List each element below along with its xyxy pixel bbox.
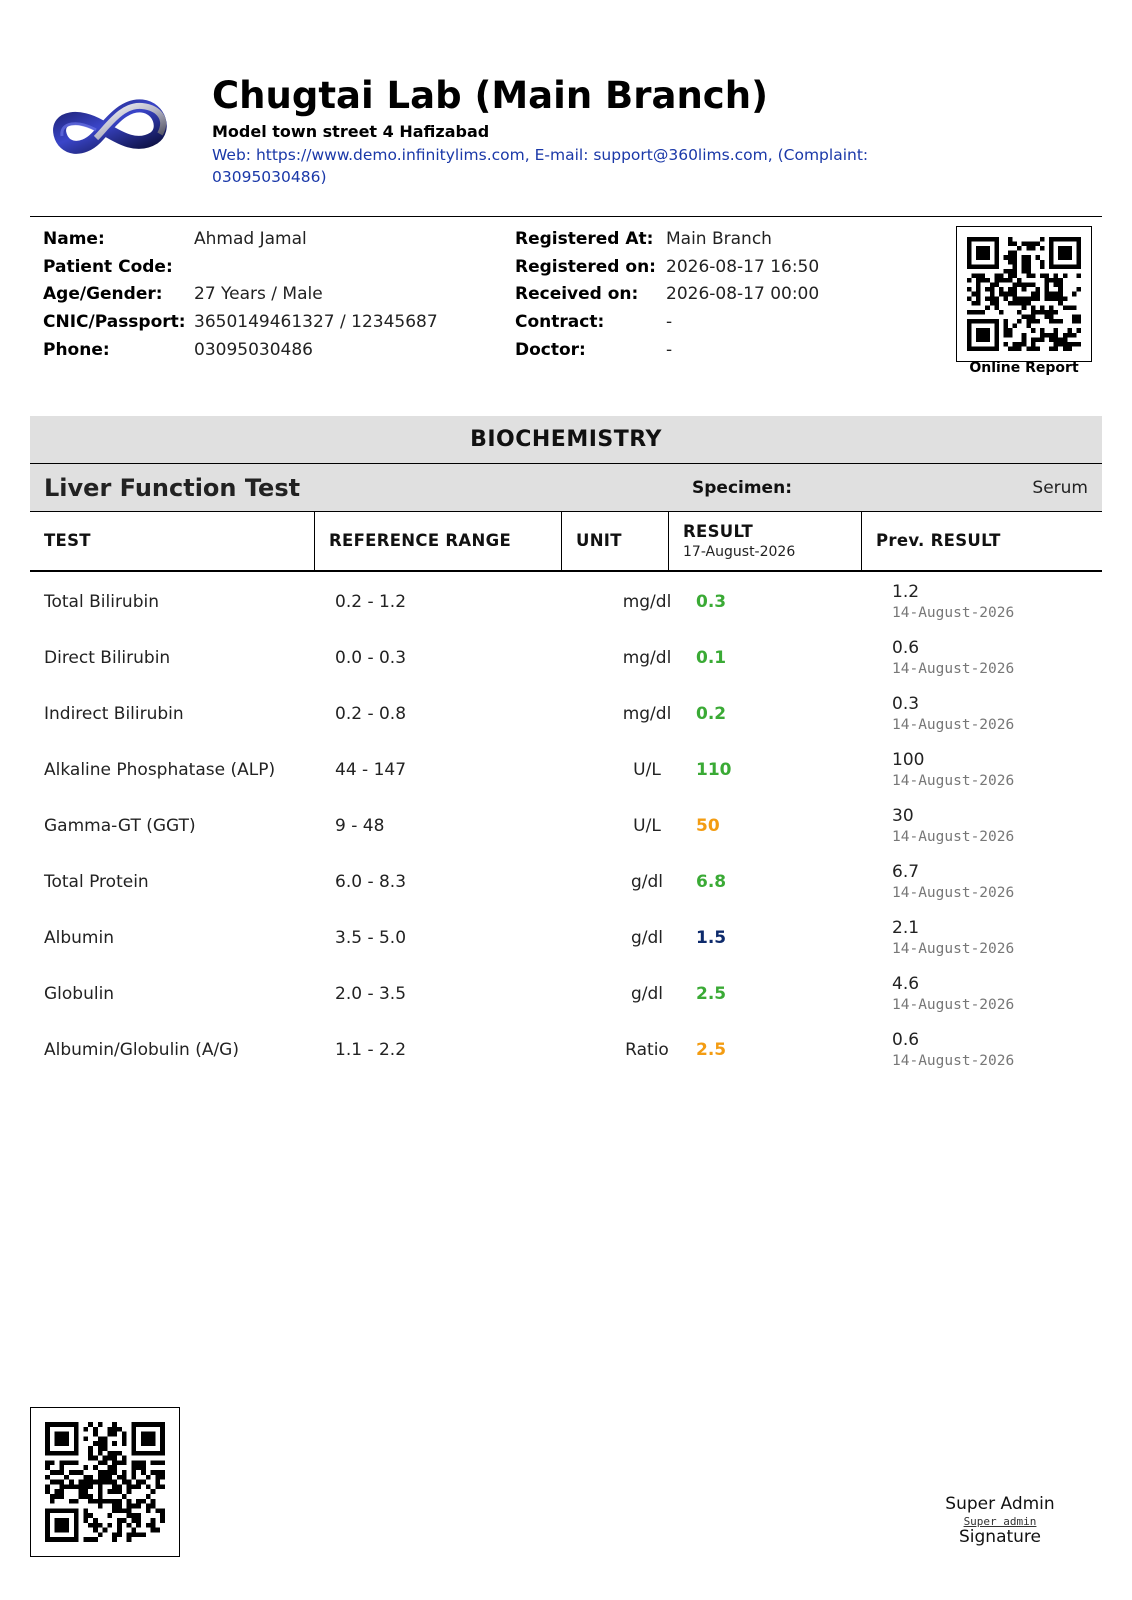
specimen-label: Specimen: bbox=[692, 478, 792, 498]
col-result-date: 17-August-2026 bbox=[683, 544, 796, 560]
unit-cell: mg/dl bbox=[622, 704, 672, 724]
info-value: - bbox=[666, 312, 673, 333]
results-table-header bbox=[30, 512, 1102, 572]
department-title: BIOCHEMISTRY bbox=[30, 416, 1102, 464]
reference-range-cell: 0.2 - 1.2 bbox=[335, 592, 407, 612]
test-name-cell: Alkaline Phosphatase (ALP) bbox=[44, 760, 276, 780]
lab-address: Model town street 4 Hafizabad bbox=[212, 122, 490, 141]
prev-result-date: 14-August-2026 bbox=[892, 997, 1015, 1013]
results-table-body bbox=[30, 574, 1102, 1078]
prev-result-date: 14-August-2026 bbox=[892, 717, 1015, 733]
info-label: Patient Code: bbox=[43, 256, 173, 277]
prev-result-cell: 1.2 bbox=[892, 582, 920, 602]
reference-range-cell: 3.5 - 5.0 bbox=[335, 928, 407, 948]
col-result-label: RESULT bbox=[683, 522, 754, 541]
reference-range-cell: 44 - 147 bbox=[335, 760, 407, 780]
result-cell: 0.2 bbox=[696, 704, 727, 724]
info-label: CNIC/Passport: bbox=[43, 312, 186, 333]
test-name-cell: Total Bilirubin bbox=[44, 592, 159, 612]
qr-code-verification[interactable] bbox=[30, 1407, 180, 1557]
patient-info-row bbox=[43, 225, 523, 253]
prev-result-date: 14-August-2026 bbox=[892, 829, 1015, 845]
col-test bbox=[30, 512, 314, 570]
patient-info-left bbox=[43, 225, 523, 365]
test-name-cell: Total Protein bbox=[44, 872, 149, 892]
info-label: Received on: bbox=[515, 284, 639, 305]
col-unit bbox=[561, 512, 668, 570]
patient-info-row bbox=[515, 308, 935, 336]
patient-info-row bbox=[43, 280, 523, 308]
unit-cell: mg/dl bbox=[622, 648, 672, 668]
info-label: Registered At: bbox=[515, 229, 654, 249]
table-row bbox=[30, 854, 1102, 910]
reference-range-cell: 0.0 - 0.3 bbox=[335, 648, 407, 668]
info-label: Contract: bbox=[515, 312, 605, 333]
reference-range-cell: 0.2 - 0.8 bbox=[335, 704, 407, 724]
info-label: Doctor: bbox=[515, 339, 586, 360]
info-label: Phone: bbox=[43, 339, 110, 360]
table-row bbox=[30, 1022, 1102, 1078]
col-range bbox=[314, 512, 561, 570]
patient-info-row bbox=[43, 253, 523, 281]
table-row bbox=[30, 966, 1102, 1022]
signature-label: Signature bbox=[958, 1527, 1041, 1547]
info-value: 2026-08-17 16:50 bbox=[666, 256, 820, 277]
test-name-cell: Indirect Bilirubin bbox=[44, 704, 184, 724]
table-row bbox=[30, 574, 1102, 630]
prev-result-date: 14-August-2026 bbox=[892, 885, 1015, 901]
patient-info-right bbox=[515, 225, 935, 365]
patient-info-row bbox=[515, 225, 935, 253]
signer-name: Super Admin bbox=[945, 1494, 1055, 1514]
prev-result-cell: 30 bbox=[892, 806, 914, 826]
info-value: - bbox=[666, 339, 673, 360]
qr-code-icon bbox=[45, 1422, 165, 1542]
patient-info-row bbox=[515, 336, 935, 364]
unit-cell: g/dl bbox=[630, 872, 664, 892]
test-name-cell: Albumin/Globulin (A/G) bbox=[44, 1040, 239, 1060]
signer-username: Super admin bbox=[963, 1515, 1037, 1528]
table-row bbox=[30, 630, 1102, 686]
patient-info-row bbox=[515, 280, 935, 308]
prev-result-cell: 6.7 bbox=[892, 862, 920, 882]
prev-result-date: 14-August-2026 bbox=[892, 773, 1015, 789]
lab-logo bbox=[52, 86, 177, 164]
result-cell: 1.5 bbox=[696, 928, 727, 948]
header-divider bbox=[30, 216, 1102, 217]
prev-result-cell: 0.6 bbox=[892, 1030, 920, 1050]
unit-cell: U/L bbox=[633, 816, 661, 836]
col-test-label: TEST bbox=[44, 531, 91, 550]
reference-range-cell: 6.0 - 8.3 bbox=[335, 872, 407, 892]
unit-cell: g/dl bbox=[630, 928, 664, 948]
test-name-cell: Gamma-GT (GGT) bbox=[44, 816, 196, 836]
unit-cell: Ratio bbox=[625, 1040, 669, 1060]
lab-contact-line[interactable]: Web: https://www.demo.infinitylims.com, E-mail: support@360lims.com, (Complaint: 03095030486) bbox=[212, 146, 869, 186]
col-unit-label: UNIT bbox=[576, 531, 622, 550]
table-row bbox=[30, 686, 1102, 742]
qr-code-icon bbox=[967, 237, 1081, 351]
specimen-value: Serum bbox=[1032, 478, 1088, 498]
prev-result-date: 14-August-2026 bbox=[892, 941, 1015, 957]
info-value: 3650149461327 / 12345687 bbox=[194, 312, 438, 333]
table-row bbox=[30, 742, 1102, 798]
lab-name: Chugtai Lab (Main Branch) bbox=[212, 74, 768, 117]
table-row bbox=[30, 910, 1102, 966]
col-prev-label: Prev. RESULT bbox=[876, 531, 1001, 550]
prev-result-date: 14-August-2026 bbox=[892, 1053, 1015, 1069]
table-row bbox=[30, 798, 1102, 854]
qr-caption: Online Report bbox=[969, 360, 1079, 376]
info-label: Name: bbox=[43, 229, 105, 249]
patient-info-row bbox=[43, 336, 523, 364]
signature-block bbox=[920, 1494, 1080, 1547]
result-cell: 50 bbox=[696, 816, 720, 836]
result-cell: 6.8 bbox=[696, 872, 727, 892]
prev-result-date: 14-August-2026 bbox=[892, 605, 1015, 621]
col-prev bbox=[861, 512, 1102, 570]
test-name-cell: Globulin bbox=[44, 984, 115, 1004]
test-header-bar bbox=[30, 464, 1102, 512]
result-cell: 2.5 bbox=[696, 984, 727, 1004]
reference-range-cell: 9 - 48 bbox=[335, 816, 385, 836]
result-cell: 0.3 bbox=[696, 592, 727, 612]
info-label: Age/Gender: bbox=[43, 284, 163, 305]
qr-code-online-report[interactable] bbox=[956, 226, 1092, 362]
info-value: Main Branch bbox=[666, 229, 772, 249]
reference-range-cell: 1.1 - 2.2 bbox=[335, 1040, 407, 1060]
info-label: Registered on: bbox=[515, 256, 656, 277]
info-value: 03095030486 bbox=[194, 339, 313, 360]
prev-result-date: 14-August-2026 bbox=[892, 661, 1015, 677]
col-result bbox=[668, 512, 861, 570]
result-cell: 110 bbox=[696, 760, 732, 780]
test-name-cell: Albumin bbox=[44, 928, 114, 948]
test-name: Liver Function Test bbox=[44, 474, 301, 502]
info-value: Ahmad Jamal bbox=[194, 229, 307, 249]
reference-range-cell: 2.0 - 3.5 bbox=[335, 984, 407, 1004]
unit-cell: mg/dl bbox=[622, 592, 672, 612]
result-cell: 2.5 bbox=[696, 1040, 727, 1060]
col-range-label: REFERENCE RANGE bbox=[329, 531, 512, 550]
unit-cell: g/dl bbox=[630, 984, 664, 1004]
result-cell: 0.1 bbox=[696, 648, 727, 668]
prev-result-cell: 2.1 bbox=[892, 918, 920, 938]
patient-info-row bbox=[515, 253, 935, 281]
prev-result-cell: 0.3 bbox=[892, 694, 920, 714]
info-value: 2026-08-17 00:00 bbox=[666, 284, 820, 305]
info-value: 27 Years / Male bbox=[194, 284, 323, 305]
prev-result-cell: 100 bbox=[892, 750, 925, 770]
patient-info-row bbox=[43, 308, 523, 336]
unit-cell: U/L bbox=[633, 760, 661, 780]
prev-result-cell: 0.6 bbox=[892, 638, 920, 658]
prev-result-cell: 4.6 bbox=[892, 974, 920, 994]
test-name-cell: Direct Bilirubin bbox=[44, 648, 171, 668]
